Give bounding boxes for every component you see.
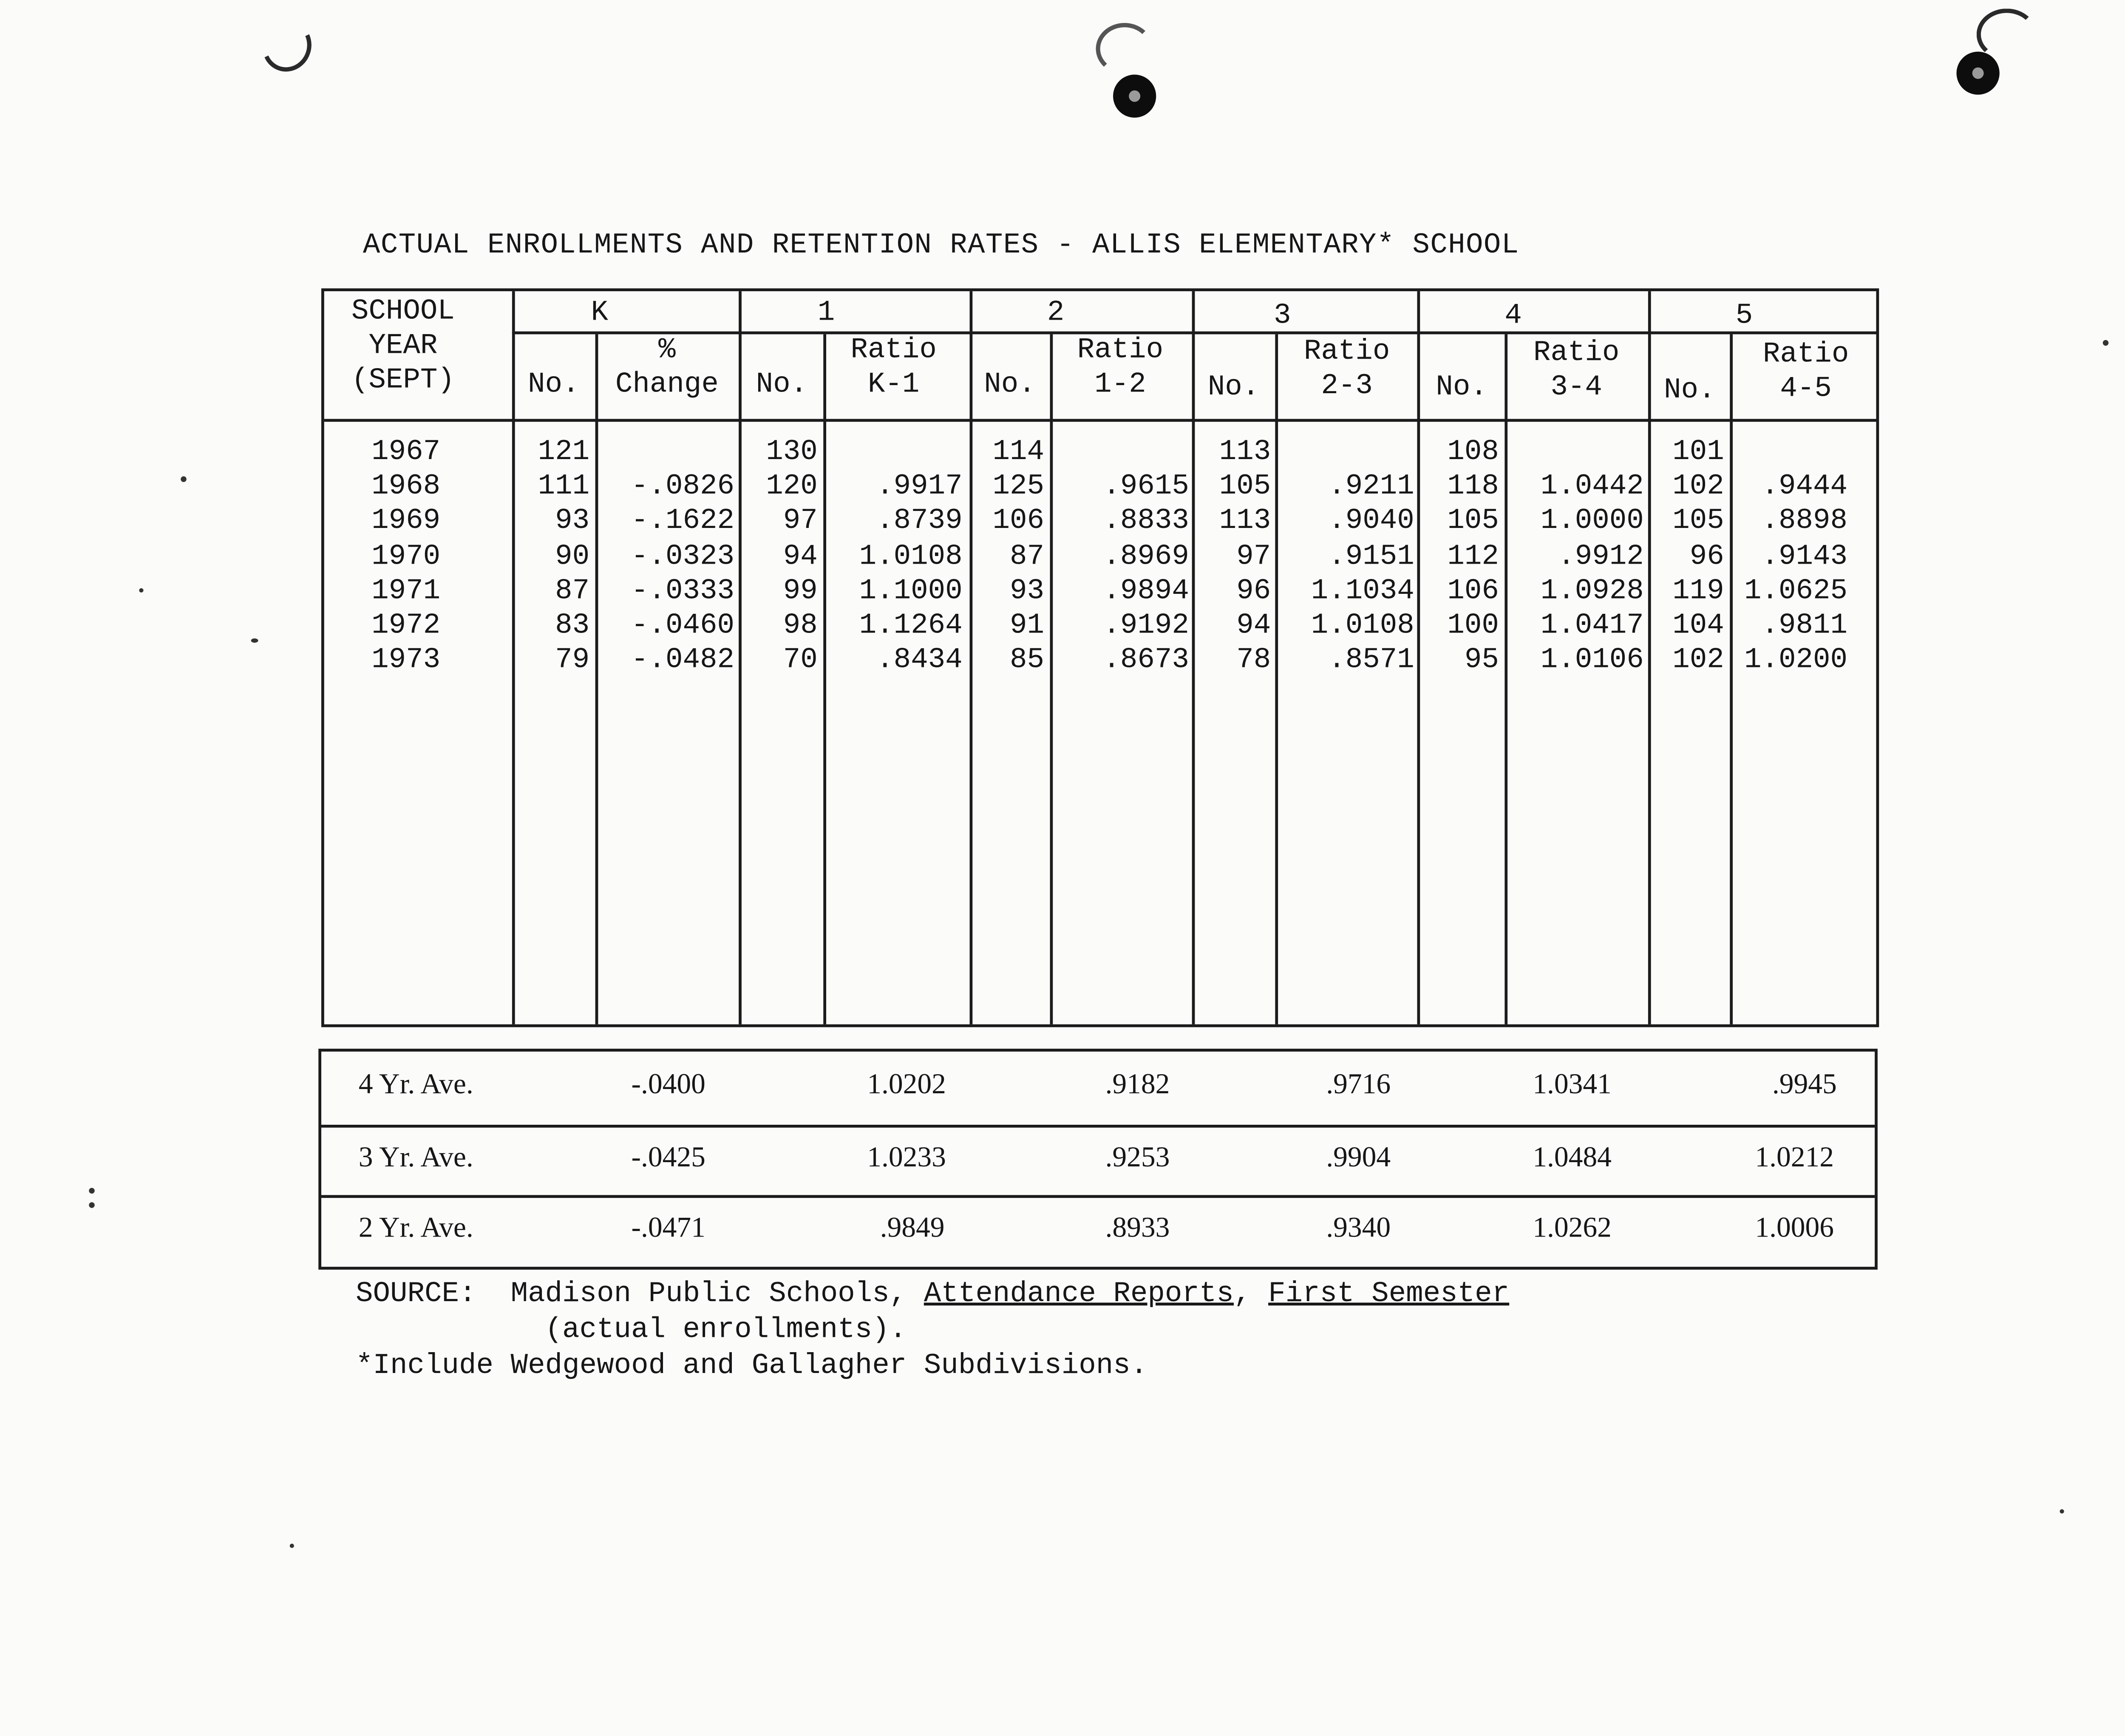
table-cell: .8898 — [1761, 505, 1847, 539]
table-cell: -.1622 — [631, 505, 734, 539]
table-cell: 1.0928 — [1540, 575, 1644, 608]
table-cell: 125 — [992, 471, 1044, 504]
table-cell: 102 — [1672, 471, 1724, 504]
table-cell: 87 — [555, 575, 590, 608]
table-cell: -.0333 — [631, 575, 734, 608]
average-value: 1.0233 — [867, 1142, 946, 1174]
header-ratio-34: Ratio 3-4 — [1533, 337, 1620, 405]
average-value: .9716 — [1326, 1069, 1391, 1101]
column-g1-ratio — [825, 436, 963, 679]
table-cell: 1972 — [371, 610, 441, 643]
table-cell: .9917 — [876, 471, 963, 504]
table-cell: 105 — [1219, 471, 1271, 504]
average-label: 3 Yr. Ave. — [358, 1142, 473, 1174]
average-value: 1.0006 — [1755, 1212, 1834, 1244]
scan-speck — [2060, 1509, 2064, 1514]
table-cell: .9143 — [1761, 540, 1847, 573]
table-cell: 96 — [1236, 575, 1271, 608]
table-cell: .8833 — [1103, 505, 1189, 539]
divider — [512, 332, 1876, 335]
table-cell: 120 — [766, 471, 818, 504]
scan-speck — [290, 1544, 294, 1548]
header-g2-no: No. — [984, 369, 1036, 402]
table-cell: 1.0625 — [1744, 575, 1847, 608]
table-cell: 105 — [1672, 505, 1724, 539]
table-cell: 97 — [1236, 540, 1271, 573]
average-value: .9253 — [1105, 1142, 1170, 1174]
table-cell: 98 — [783, 610, 818, 643]
table-cell: 93 — [555, 505, 590, 539]
table-cell: 91 — [1009, 610, 1044, 643]
table-cell: 118 — [1447, 471, 1499, 504]
header-group-1: 1 — [817, 297, 835, 330]
column-g1-no — [740, 436, 818, 679]
average-value: 1.0202 — [867, 1069, 946, 1101]
table-cell: 1.0200 — [1744, 644, 1847, 678]
average-label: 2 Yr. Ave. — [358, 1212, 473, 1244]
header-ratio-45: Ratio 4-5 — [1762, 338, 1849, 406]
table-cell: 102 — [1672, 644, 1724, 678]
table-cell: 1.0000 — [1540, 505, 1644, 539]
table-cell: 85 — [1009, 644, 1044, 678]
table-cell: 130 — [766, 436, 818, 469]
table-cell: 1.0442 — [1540, 471, 1644, 504]
header-g5-no: No. — [1663, 374, 1716, 408]
table-cell: .9444 — [1761, 471, 1847, 504]
binder-curl-center — [1096, 23, 1153, 75]
source-note-line: (actual enrollments). — [545, 1314, 907, 1347]
table-cell: 96 — [1689, 540, 1724, 573]
table-cell: 94 — [783, 540, 818, 573]
header-group-2: 2 — [1047, 297, 1065, 330]
scan-speck — [89, 1188, 95, 1194]
table-cell: .9192 — [1103, 610, 1189, 643]
average-value: -.0425 — [631, 1142, 706, 1174]
header-ratio-23: Ratio 2-3 — [1303, 335, 1390, 403]
average-row-2yr — [321, 1195, 1875, 1265]
table-cell: 104 — [1672, 610, 1724, 643]
header-school-year: SCHOOL YEAR (SEPT) — [351, 295, 455, 397]
scan-speck — [89, 1202, 95, 1208]
average-value: .8933 — [1105, 1212, 1170, 1244]
column-g2-ratio — [1051, 436, 1189, 679]
table-cell: -.0323 — [631, 540, 734, 573]
table-cell: 1967 — [371, 436, 441, 469]
source-line — [356, 1277, 1509, 1313]
scan-speck — [181, 477, 187, 482]
table-cell: .9211 — [1328, 471, 1414, 504]
table-cell: 1.0106 — [1540, 644, 1644, 678]
table-cell: .9894 — [1103, 575, 1189, 608]
table-cell: .9040 — [1328, 505, 1414, 539]
average-label: 4 Yr. Ave. — [358, 1069, 473, 1101]
source-note — [356, 1277, 1509, 1384]
source-publisher: Madison Public Schools, — [510, 1278, 907, 1311]
table-cell: 111 — [538, 471, 590, 504]
table-cell: 87 — [1009, 540, 1044, 573]
average-value: 1.0262 — [1533, 1212, 1612, 1244]
table-cell: 113 — [1219, 436, 1271, 469]
column-g3-no — [1193, 436, 1271, 679]
average-row-3yr — [321, 1125, 1875, 1195]
average-value: 1.0484 — [1533, 1142, 1612, 1174]
table-cell: -.0460 — [631, 610, 734, 643]
page-title: ACTUAL ENROLLMENTS AND RETENTION RATES - ALLIS ELEMENTARY* SCHOOL — [363, 230, 1519, 263]
table-cell: 1970 — [371, 540, 441, 573]
column-g5-no — [1649, 436, 1724, 679]
table-cell: 78 — [1236, 644, 1271, 678]
table-cell: .8969 — [1103, 540, 1189, 573]
table-cell: 94 — [1236, 610, 1271, 643]
table-cell: 105 — [1447, 505, 1499, 539]
table-cell: .8739 — [876, 505, 963, 539]
scan-speck — [139, 588, 143, 593]
column-year — [363, 436, 449, 679]
table-cell: .9151 — [1328, 540, 1414, 573]
average-value: -.0471 — [631, 1212, 706, 1244]
table-cell: 101 — [1672, 436, 1724, 469]
table-cell: 79 — [555, 644, 590, 678]
source-comma: , — [1233, 1278, 1251, 1311]
column-k-no — [513, 436, 589, 679]
binder-hole-center — [1113, 75, 1156, 118]
average-value: .9340 — [1326, 1212, 1391, 1244]
table-cell: .9912 — [1558, 540, 1644, 573]
column-g5-ratio — [1731, 436, 1847, 679]
header-group-k: K — [591, 297, 609, 330]
table-cell: .8673 — [1103, 644, 1189, 678]
header-ratio-12: Ratio 1-2 — [1077, 334, 1164, 402]
table-cell: -.0826 — [631, 471, 734, 504]
table-cell: .8571 — [1328, 644, 1414, 678]
header-g1-no: No. — [756, 369, 808, 402]
averages-table — [318, 1049, 1878, 1270]
average-value: 1.0212 — [1755, 1142, 1834, 1174]
table-cell: 119 — [1672, 575, 1724, 608]
binder-curl-left — [255, 13, 318, 78]
divider — [324, 419, 1876, 422]
table-cell: .9615 — [1103, 471, 1189, 504]
average-value: .9904 — [1326, 1142, 1391, 1174]
header-ratio-k1: Ratio K-1 — [850, 334, 937, 402]
table-cell: 1.1034 — [1311, 575, 1414, 608]
table-cell: 1.0108 — [859, 540, 963, 573]
average-value: .9849 — [880, 1212, 945, 1244]
table-cell: 99 — [783, 575, 818, 608]
table-cell: 95 — [1464, 644, 1499, 678]
average-value: .9182 — [1105, 1069, 1170, 1101]
table-cell: 1973 — [371, 644, 441, 678]
table-cell: 1.0108 — [1311, 610, 1414, 643]
average-value: .9945 — [1772, 1069, 1837, 1101]
column-g4-ratio — [1506, 436, 1644, 679]
column-g3-ratio — [1277, 436, 1414, 679]
table-cell: 113 — [1219, 505, 1271, 539]
table-cell: .9811 — [1761, 610, 1847, 643]
source-label: SOURCE: — [356, 1278, 476, 1311]
header-group-4: 4 — [1504, 300, 1522, 333]
header-k-change: % Change — [615, 334, 719, 402]
table-cell: 70 — [783, 644, 818, 678]
source-semester: First Semester — [1268, 1278, 1510, 1311]
table-cell: 112 — [1447, 540, 1499, 573]
table-cell: 93 — [1009, 575, 1044, 608]
table-cell: 90 — [555, 540, 590, 573]
header-g4-no: No. — [1436, 372, 1488, 405]
table-cell: .8434 — [876, 644, 963, 678]
header-k-no: No. — [527, 369, 580, 402]
table-cell: 1.1000 — [859, 575, 963, 608]
column-k-change — [597, 436, 734, 679]
table-cell: 106 — [1447, 575, 1499, 608]
table-cell: -.0482 — [631, 644, 734, 678]
source-report-title: Attendance Reports — [924, 1278, 1234, 1311]
average-row-4yr — [321, 1052, 1875, 1122]
binder-hole-right — [1957, 52, 2000, 95]
header-group-3: 3 — [1273, 300, 1291, 333]
header-g3-no: No. — [1207, 372, 1260, 405]
column-g4-no — [1419, 436, 1499, 679]
table-cell: 1.0417 — [1540, 610, 1644, 643]
table-cell: 121 — [538, 436, 590, 469]
table-cell: 1968 — [371, 471, 441, 504]
average-value: -.0400 — [631, 1069, 706, 1101]
table-cell: 114 — [992, 436, 1044, 469]
average-value: 1.0341 — [1533, 1069, 1612, 1101]
column-g2-no — [971, 436, 1044, 679]
header-group-5: 5 — [1735, 300, 1753, 333]
scan-speck — [2103, 340, 2109, 346]
footnote: *Include Wedgewood and Gallagher Subdivisions. — [356, 1350, 1148, 1383]
table-cell: 106 — [992, 505, 1044, 539]
table-cell: 1969 — [371, 505, 441, 539]
table-cell: 1971 — [371, 575, 441, 608]
binder-curl-right — [1977, 9, 2037, 60]
table-cell: 83 — [555, 610, 590, 643]
table-cell: 97 — [783, 505, 818, 539]
scan-speck — [251, 638, 258, 643]
table-cell: 100 — [1447, 610, 1499, 643]
table-cell: 108 — [1447, 436, 1499, 469]
table-cell: 1.1264 — [859, 610, 963, 643]
